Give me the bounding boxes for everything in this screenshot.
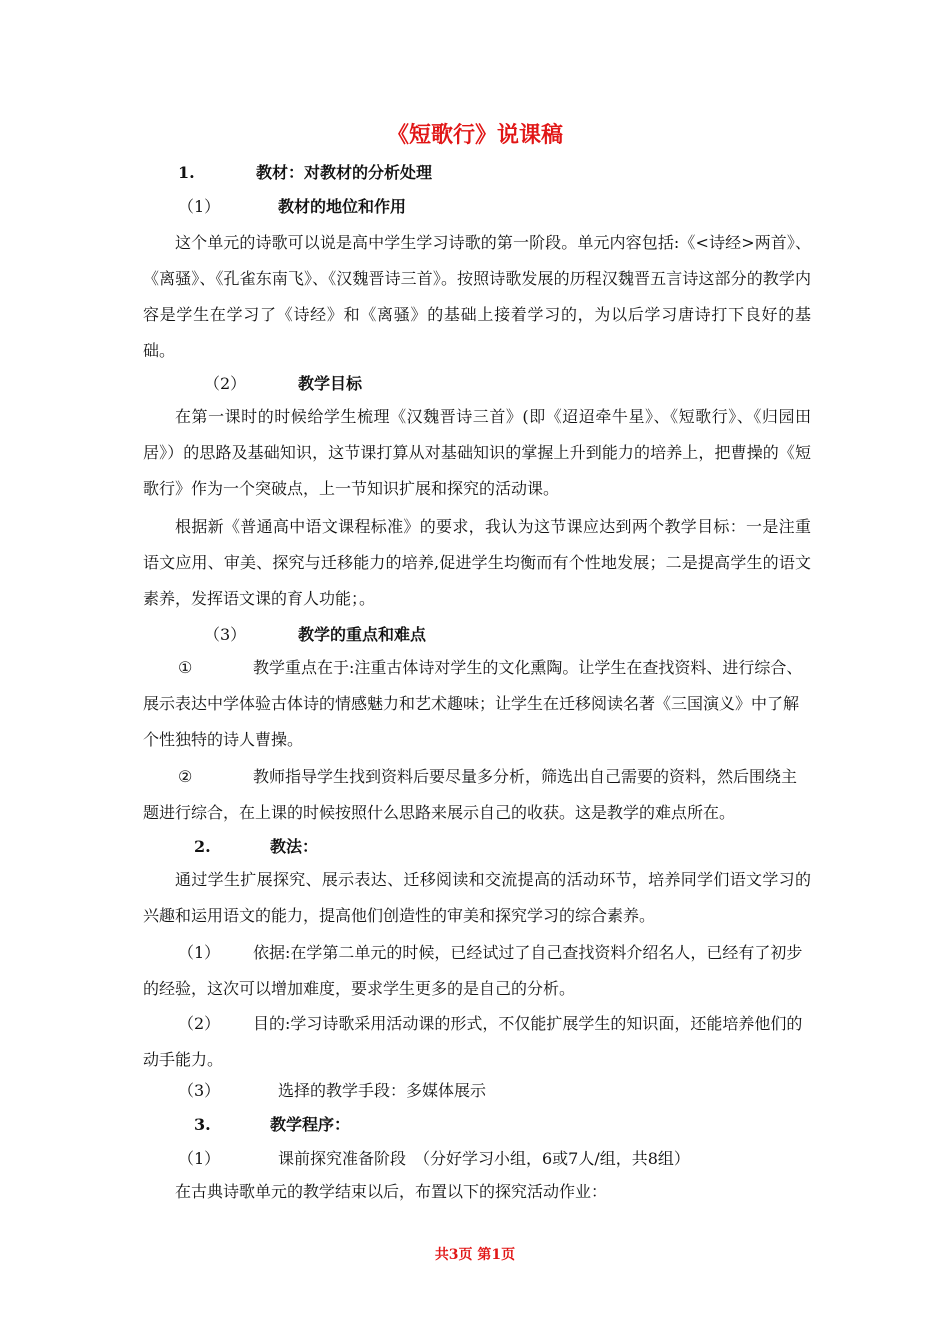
- item-text: 教师指导学生找到资料后要尽量多分析，筛选出自己需要的资料，然后围绕主题进行综合，在上课的时候按照什么思路来展示自己的收获。这是教学的难点所在。: [143, 767, 798, 822]
- item-marker: （1）: [178, 943, 221, 962]
- section-1-2-number: （2）: [204, 374, 247, 393]
- section-2-heading: 教法：: [270, 837, 319, 856]
- page-footer: 共3页 第1页: [434, 1247, 516, 1263]
- document-title: 《短歌行》说课稿: [386, 122, 563, 148]
- section-1-3-heading: 教学的重点和难点: [298, 625, 427, 644]
- section-1-1-number: （1）: [178, 197, 221, 216]
- section-2-item-1: [143, 935, 811, 1007]
- section-3-number: 3.: [194, 1115, 211, 1134]
- section-1-3-item-2: [143, 759, 811, 831]
- item-text: 依据:在学第二单元的时候，已经试过了自己查找资料介绍名人，已经有了初步的经验，这次可以增加难度，要求学生更多的是自己的分析。: [143, 943, 803, 998]
- item-text: 目的:学习诗歌采用活动课的形式，不仅能扩展学生的知识面，还能培养他们的动手能力。: [143, 1014, 803, 1069]
- section-2-paragraph: 通过学生扩展探究、展示表达、迁移阅读和交流提高的活动环节，培养同学们语文学习的兴趣和运用语文的能力，提高他们创造性的审美和探究学习的综合素养。: [143, 870, 811, 925]
- section-3-heading: 教学程序：: [270, 1115, 351, 1134]
- section-1-1-heading: 教材的地位和作用: [278, 197, 407, 216]
- section-1-3-number: （3）: [204, 625, 247, 644]
- section-1-number: 1.: [178, 163, 195, 182]
- section-1-2-paragraph-1: 在第一课时的时候给学生梳理《汉魏晋诗三首》(即《迢迢牵牛星》、《短歌行》、《归园田居》）的思路及基础知识，这节课打算从对基础知识的掌握上升到能力的培养上，把曹操的《短歌行》作为一个突破点，上一节知识扩展和探究的活动课。: [143, 407, 811, 498]
- item-text: 教学重点在于:注重古体诗对学生的文化熏陶。让学生在查找资料、进行综合、展示表达中学体验古体诗的情感魅力和艺术趣味；让学生在迁移阅读名著《三国演义》中了解个性独特的诗人曹操。: [143, 658, 803, 749]
- section-3-1-paragraph: 在古典诗歌单元的教学结束以后，布置以下的探究活动作业：: [175, 1182, 608, 1201]
- section-2-item-2: [143, 1006, 811, 1078]
- section-3-1-text: 课前探究准备阶段 （分好学习小组，6或7人/组，共8组）: [278, 1149, 690, 1168]
- section-1-2-paragraph-2: 根据新《普通高中语文课程标准》的要求，我认为这节课应达到两个教学目标：一是注重语文应用、审美、探究与迁移能力的培养,促进学生均衡而有个性地发展；二是提高学生的语文素养，发挥语文课的育人功能；。: [143, 517, 811, 608]
- section-1-heading: 教材：对教材的分析处理: [256, 163, 433, 182]
- section-2-number: 2.: [194, 837, 211, 856]
- item-marker: ②: [178, 767, 193, 786]
- section-1-3-item-1: [143, 650, 811, 758]
- section-1-2-heading: 教学目标: [298, 374, 363, 393]
- item-marker: ①: [178, 658, 193, 677]
- item-marker: （2）: [178, 1014, 221, 1033]
- section-2-item-3-text: 选择的教学手段：多媒体展示: [278, 1081, 487, 1100]
- section-3-1-number: （1）: [178, 1149, 221, 1168]
- section-1-1-paragraph: 这个单元的诗歌可以说是高中学生学习诗歌的第一阶段。单元内容包括:《<诗经>两首》、《离骚》、《孔雀东南飞》、《汉魏晋诗三首》。按照诗歌发展的历程汉魏晋五言诗这部分的教学内容是学生在学习了《诗经》和《离骚》的基础上接着学习的，为以后学习唐诗打下良好的基础。: [143, 233, 811, 360]
- section-2-item-3-number: （3）: [178, 1081, 221, 1100]
